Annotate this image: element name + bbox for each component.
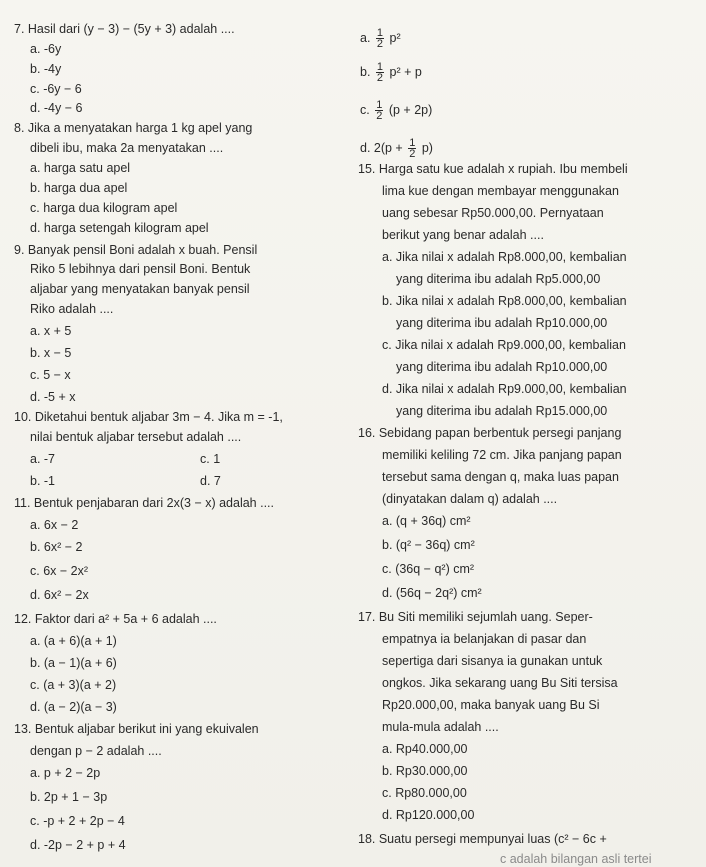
q17-option-c: c. Rp80.000,00 bbox=[382, 786, 467, 800]
q8-option-b: b. harga dua apel bbox=[30, 181, 128, 195]
q8-option-a: a. harga satu apel bbox=[30, 161, 131, 175]
q15-stem-1: 15. Harga satu kue adalah x rupiah. Ibu membeli bbox=[358, 162, 628, 176]
q7-stem: 7. Hasil dari (y − 3) − (5y + 3) adalah .... bbox=[14, 22, 235, 36]
q15-option-b-2: yang diterima ibu adalah Rp10.000,00 bbox=[396, 316, 608, 330]
q15-stem-2: lima kue dengan membayar menggunakan bbox=[382, 184, 619, 198]
q14-b-label: b. bbox=[360, 64, 371, 79]
q8-option-d: d. harga setengah kilogram apel bbox=[30, 221, 209, 235]
q14-a-fraction: $\frac{1}{2}$ bbox=[376, 27, 384, 50]
q9-option-c: c. 5 − x bbox=[30, 368, 71, 382]
q8-option-c: c. harga dua kilogram apel bbox=[30, 201, 178, 215]
q14-a-term: p² bbox=[389, 30, 401, 45]
q14-option-a bbox=[360, 28, 401, 49]
q13-option-b: b. 2p + 1 − 3p bbox=[30, 790, 108, 804]
q9-stem-1: 9. Banyak pensil Boni adalah x buah. Pensil bbox=[14, 243, 258, 257]
q7-option-b: b. -4y bbox=[30, 62, 62, 76]
q12-option-d: d. (a − 2)(a − 3) bbox=[30, 700, 117, 714]
q15-option-a-2: yang diterima ibu adalah Rp5.000,00 bbox=[396, 272, 601, 286]
q14-d-label: d. 2(p + bbox=[360, 140, 403, 155]
q14-b-fraction: $\frac{1}{2}$ bbox=[376, 61, 384, 84]
q15-option-d-1: d. Jika nilai x adalah Rp9.000,00, kembalian bbox=[382, 382, 627, 396]
q7-option-a: a. -6y bbox=[30, 42, 62, 56]
q17-stem-2: empatnya ia belanjakan di pasar dan bbox=[382, 632, 587, 646]
q16-stem-1: 16. Sebidang papan berbentuk persegi panjang bbox=[358, 426, 622, 440]
q14-c-term: (p + 2p) bbox=[388, 102, 433, 117]
q13-stem-1: 13. Bentuk aljabar berikut ini yang ekuivalen bbox=[14, 722, 259, 736]
q11-option-c: c. 6x − 2x² bbox=[30, 564, 89, 578]
q17-stem-1: 17. Bu Siti memiliki sejumlah uang. Seper- bbox=[358, 610, 593, 624]
q15-option-a-1: a. Jika nilai x adalah Rp8.000,00, kembalian bbox=[382, 250, 627, 264]
q17-stem-3: sepertiga dari sisanya ia gunakan untuk bbox=[382, 654, 603, 668]
q15-option-c-2: yang diterima ibu adalah Rp10.000,00 bbox=[396, 360, 608, 374]
q9-stem-2: Riko 5 lebihnya dari pensil Boni. Bentuk bbox=[30, 262, 251, 276]
q14-c-label: c. bbox=[360, 102, 370, 117]
q15-option-d-2: yang diterima ibu adalah Rp15.000,00 bbox=[396, 404, 608, 418]
q13-stem-2: dengan p − 2 adalah .... bbox=[30, 744, 162, 758]
q13-option-d: d. -2p − 2 + p + 4 bbox=[30, 838, 126, 852]
q9-option-b: b. x − 5 bbox=[30, 346, 72, 360]
q10-option-a: a. -7 bbox=[30, 452, 56, 466]
q18-stem-2: c adalah bilangan asli tertei bbox=[500, 852, 652, 866]
q17-option-d: d. Rp120.000,00 bbox=[382, 808, 475, 822]
q7-option-c: c. -6y − 6 bbox=[30, 82, 82, 96]
q16-option-a: a. (q + 36q) cm² bbox=[382, 514, 471, 528]
q16-option-c: c. (36q − q²) cm² bbox=[382, 562, 475, 576]
q11-option-a: a. 6x − 2 bbox=[30, 518, 79, 532]
q8-stem-1: 8. Jika a menyatakan harga 1 kg apel yang bbox=[14, 121, 253, 135]
q12-option-b: b. (a − 1)(a + 6) bbox=[30, 656, 117, 670]
q15-stem-3: uang sebesar Rp50.000,00. Pernyataan bbox=[382, 206, 604, 220]
q14-d-fraction: $\frac{1}{2}$ bbox=[409, 137, 416, 160]
q10-option-c: c. 1 bbox=[200, 452, 221, 466]
q14-a-label: a. bbox=[360, 30, 371, 45]
q17-stem-4: ongkos. Jika sekarang uang Bu Siti tersisa bbox=[382, 676, 618, 690]
q10-option-b: b. -1 bbox=[30, 474, 56, 488]
q18-stem-1: 18. Suatu persegi mempunyai luas (c² − 6c + bbox=[358, 832, 607, 846]
q12-option-c: c. (a + 3)(a + 2) bbox=[30, 678, 117, 692]
q15-stem-4: berikut yang benar adalah .... bbox=[382, 228, 544, 242]
q14-option-d bbox=[360, 138, 433, 159]
q14-option-c bbox=[360, 100, 432, 121]
q10-stem-2: nilai bentuk aljabar tersebut adalah .... bbox=[30, 430, 242, 444]
q13-option-c: c. -p + 2 + 2p − 4 bbox=[30, 814, 125, 828]
q17-option-b: b. Rp30.000,00 bbox=[382, 764, 468, 778]
q7-option-d: d. -4y − 6 bbox=[30, 101, 83, 115]
q14-c-fraction: $\frac{1}{2}$ bbox=[376, 99, 383, 122]
q10-stem-1: 10. Diketahui bentuk aljabar 3m − 4. Jika m = -1, bbox=[14, 410, 283, 424]
q14-option-b bbox=[360, 62, 422, 83]
q13-option-a: a. p + 2 − 2p bbox=[30, 766, 101, 780]
q10-option-d: d. 7 bbox=[200, 474, 221, 488]
q12-stem: 12. Faktor dari a² + 5a + 6 adalah .... bbox=[14, 612, 217, 626]
q11-stem: 11. Bentuk penjabaran dari 2x(3 − x) adalah .... bbox=[14, 496, 275, 510]
q16-option-b: b. (q² − 36q) cm² bbox=[382, 538, 475, 552]
q16-option-d: d. (56q − 2q²) cm² bbox=[382, 586, 482, 600]
q17-option-a: a. Rp40.000,00 bbox=[382, 742, 468, 756]
q11-option-d: d. 6x² − 2x bbox=[30, 588, 89, 602]
q11-option-b: b. 6x² − 2 bbox=[30, 540, 83, 554]
q8-stem-2: dibeli ibu, maka 2a menyatakan .... bbox=[30, 141, 224, 155]
q16-stem-4: (dinyatakan dalam q) adalah .... bbox=[382, 492, 558, 506]
q12-option-a: a. (a + 6)(a + 1) bbox=[30, 634, 117, 648]
q16-stem-2: memiliki keliling 72 cm. Jika panjang papan bbox=[382, 448, 622, 462]
q16-stem-3: tersebut sama dengan q, maka luas papan bbox=[382, 470, 619, 484]
q14-b-term: p² + p bbox=[389, 64, 422, 79]
q15-option-c-1: c. Jika nilai x adalah Rp9.000,00, kembalian bbox=[382, 338, 626, 352]
q9-stem-3: aljabar yang menyatakan banyak pensil bbox=[30, 282, 250, 296]
q9-option-a: a. x + 5 bbox=[30, 324, 72, 338]
q17-stem-5: Rp20.000,00, maka banyak uang Bu Si bbox=[382, 698, 600, 712]
q9-stem-4: Riko adalah .... bbox=[30, 302, 114, 316]
q9-option-d: d. -5 + x bbox=[30, 390, 76, 404]
q15-option-b-1: b. Jika nilai x adalah Rp8.000,00, kembalian bbox=[382, 294, 627, 308]
q17-stem-6: mula-mula adalah .... bbox=[382, 720, 499, 734]
q14-d-term: p) bbox=[421, 140, 433, 155]
